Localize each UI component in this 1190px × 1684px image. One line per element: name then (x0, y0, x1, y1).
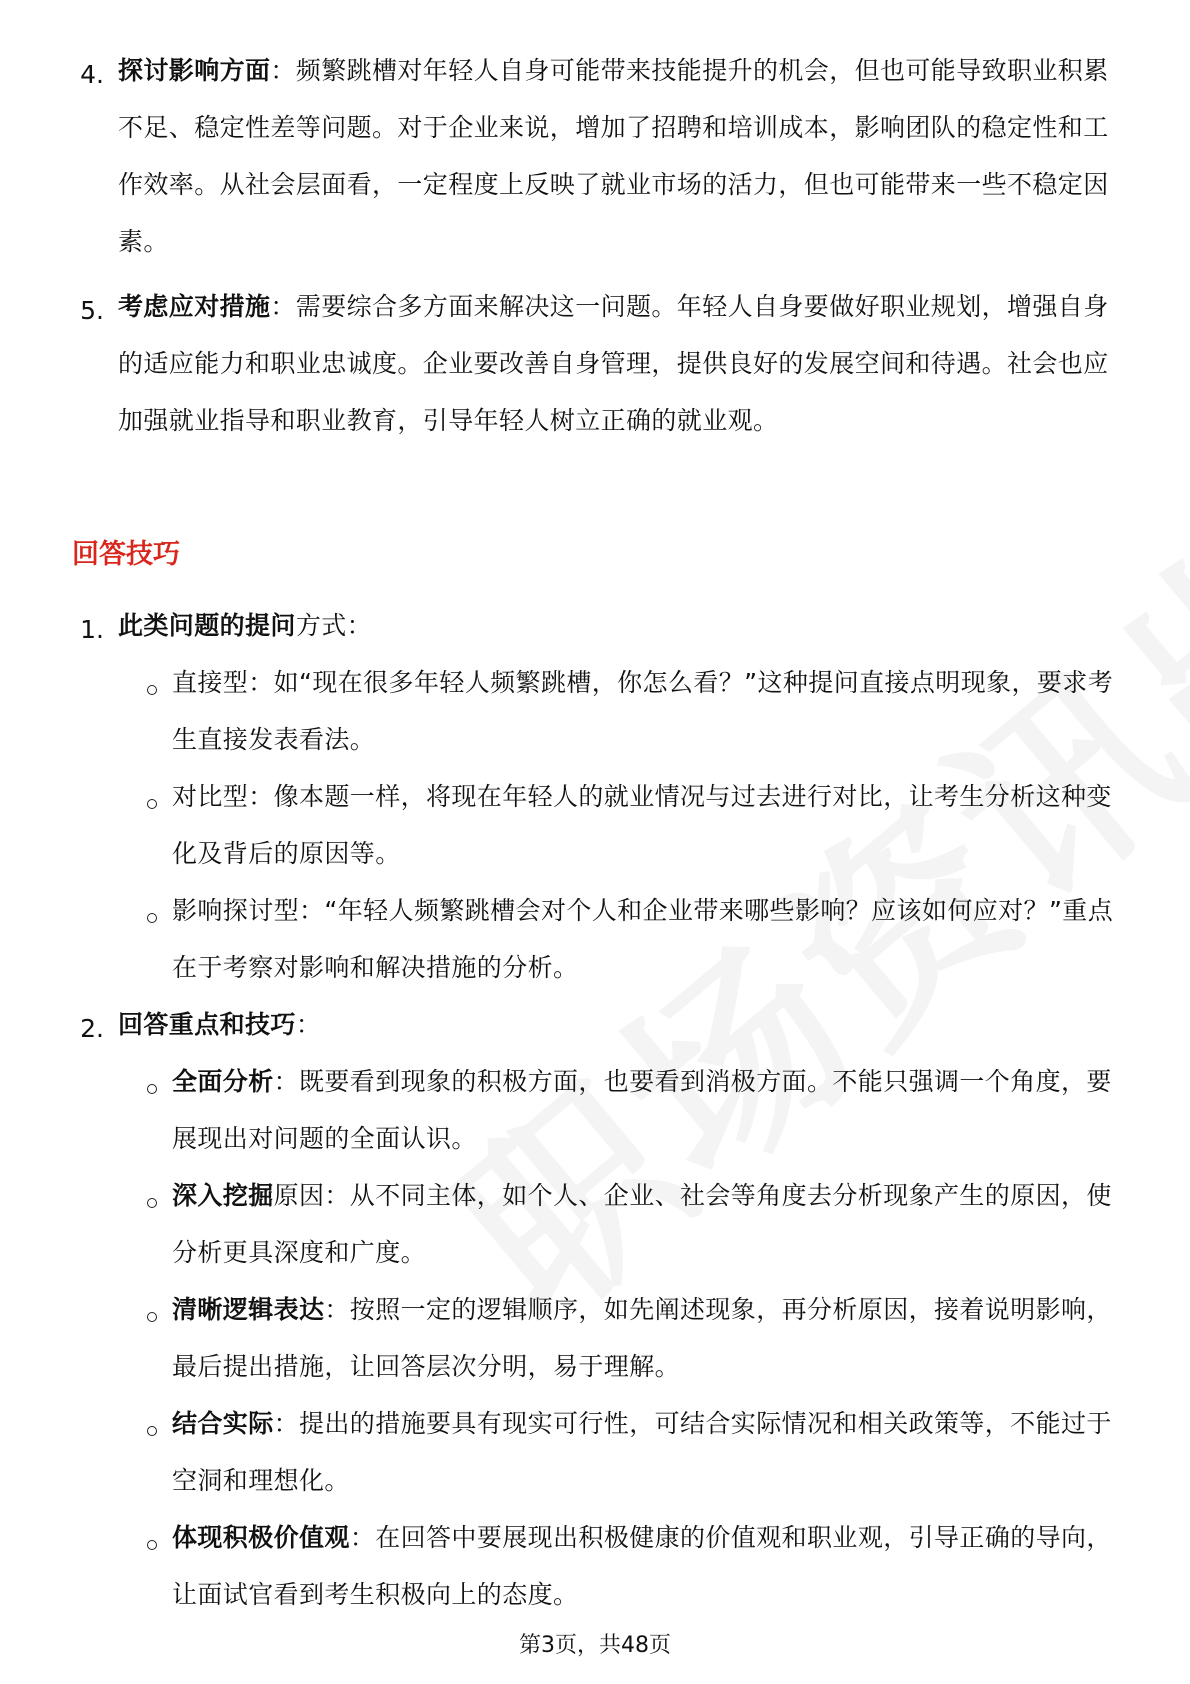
bullet-item: 影响探讨型：“年轻人频繁跳槽会对个人和企业带来哪些影响？应该如何应对？”重点在于考察对影响和解决措施的分析。 (172, 896, 1114, 982)
bullet-bold: 清晰逻辑表达 (172, 1295, 325, 1324)
bullet-circle-icon (147, 685, 157, 695)
item-text: ：频繁跳槽对年轻人自身可能带来技能提升的机会，但也可能导致职业积累不足、稳定性差等问题。对于企业来说，增加了招聘和培训成本，影响团队的稳定性和工作效率。从社会层面看，一定程度上反映了就业市场的活力，但也可能带来一些不稳定因素。 (118, 56, 1109, 256)
list-number: 2. (80, 1014, 104, 1043)
list-item-title (118, 996, 1118, 1053)
item-title: 此类问题的提问 (118, 611, 296, 640)
bullet-circle-icon (147, 1426, 157, 1436)
item-text: ：需要综合多方面来解决这一问题。年轻人自身要做好职业规划，增强自身的适应能力和职业忠诚度。企业要改善自身管理，提供良好的发展空间和待遇。社会也应加强就业指导和职业教育，引导年轻人树立正确的就业观。 (118, 292, 1109, 435)
bullet-bold: 全面分析 (172, 1067, 274, 1096)
list-number: 1. (80, 615, 104, 644)
bullet-item (172, 1395, 1122, 1509)
list-item-title (118, 597, 1118, 654)
section-heading: 回答技巧 (72, 539, 180, 570)
list-item (118, 278, 1118, 449)
bullet-circle-icon (147, 1312, 157, 1322)
bullet-bold: 结合实际 (172, 1409, 274, 1438)
bullet-item (172, 1281, 1122, 1395)
bullet-text: ：提出的措施要具有现实可行性，可结合实际情况和相关政策等，不能过于空洞和理想化。 (172, 1409, 1112, 1495)
item-title: 考虑应对措施 (118, 292, 271, 321)
bullet-circle-icon (147, 799, 157, 809)
bullet-bold: 深入挖掘 (172, 1181, 274, 1210)
item-title-rest: ： (295, 1010, 322, 1039)
item-title: 回答重点和技巧 (118, 1010, 296, 1039)
item-title: 探讨影响方面 (118, 56, 271, 85)
item-title-rest: 方式： (295, 611, 373, 640)
page-footer: 第3页，共48页 (519, 1633, 671, 1658)
bullet-circle-icon (147, 1084, 157, 1094)
bullet-circle-icon (147, 1540, 157, 1550)
bullet-item (172, 1509, 1122, 1623)
list-number: 4. (80, 60, 104, 89)
list-number: 5. (80, 296, 104, 325)
bullet-item: 直接型：如“现在很多年轻人频繁跳槽，你怎么看？”这种提问直接点明现象，要求考生直接发表看法。 (172, 668, 1114, 754)
bullet-item: 对比型：像本题一样，将现在年轻人的就业情况与过去进行对比，让考生分析这种变化及背后的原因等。 (172, 782, 1112, 868)
bullet-text: ：按照一定的逻辑顺序，如先阐述现象，再分析原因，接着说明影响，最后提出措施，让回答层次分明，易于理解。 (172, 1295, 1112, 1381)
bullet-circle-icon (147, 913, 157, 923)
bullet-item (172, 1167, 1122, 1281)
bullet-text: 原因：从不同主体，如个人、企业、社会等角度去分析现象产生的原因，使分析更具深度和广度。 (172, 1181, 1112, 1267)
bullet-text: ：在回答中要展现出积极健康的价值观和职业观，引导正确的导向，让面试官看到考生积极向上的态度。 (172, 1523, 1112, 1609)
bullet-circle-icon (147, 1198, 157, 1208)
bullet-item (172, 1053, 1122, 1167)
bullet-text: ：既要看到现象的积极方面，也要看到消极方面。不能只强调一个角度，要展现出对问题的全面认识。 (172, 1067, 1112, 1153)
bullet-bold: 体现积极价值观 (172, 1523, 350, 1552)
list-item (118, 42, 1118, 270)
